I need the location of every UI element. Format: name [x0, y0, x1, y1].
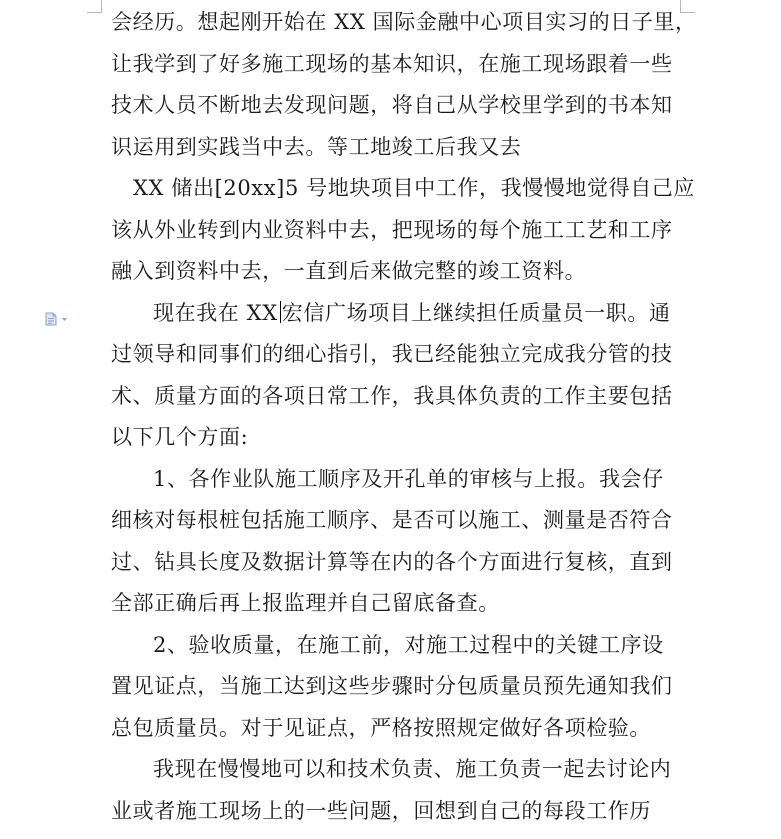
text-line: 融入到资料中去，一直到后来做完整的竣工资料。 [111, 259, 587, 283]
text-line: 业或者施工现场上的一些问题，回想到自己的每段工作历 [111, 798, 651, 823]
paragraph [111, 459, 671, 625]
document-paragraph-icon[interactable] [44, 311, 70, 325]
text-line: 让我学到了好多施工现场的基本知识，在施工现场跟着一些 [111, 51, 673, 76]
paragraph [111, 2, 697, 168]
margin-corner-mark [87, 0, 102, 13]
paragraph [111, 749, 671, 832]
document-body[interactable] [111, 2, 697, 832]
text-line: 我现在慢慢地可以和技术负责、施工负责一起去讨论内 [153, 757, 672, 781]
text-line: 过、钻具长度及数据计算等在内的各个方面进行复核，直到 [111, 549, 673, 574]
text-line: 技术人员不断地去发现问题，将自己从学校里学到的书本知 [111, 93, 673, 117]
text-line: 置见证点，当施工达到这些步骤时分包质量员预先通知我们 [111, 674, 673, 698]
text-line: 总包质量员。对于见证点，严格按照规定做好各项检验。 [111, 715, 651, 740]
text-line: XX 储出[20xx]5 号地块项目中工作，我慢慢地觉得自己应 [133, 176, 696, 200]
paragraph [111, 625, 671, 750]
text-line: 1、各作业队施工顺序及开孔单的审核与上报。我会仔 [153, 466, 664, 491]
paragraph [111, 168, 696, 293]
text-line: 识运用到实践当中去。等工地竣工后我又去 [111, 134, 522, 159]
text-line: 会经历。想起刚开始在 XX 国际金融中心项目实习的日子里， [111, 10, 697, 34]
text-line [111, 293, 671, 335]
text-line: 以下几个方面: [111, 425, 249, 449]
text-segment: 宏信广场项目上继续担任质量员一职。通 [281, 300, 671, 325]
page-icon [44, 312, 70, 326]
text-cursor [280, 301, 281, 323]
text-segment: 现在我在 XX [153, 300, 278, 325]
text-line: 术、质量方面的各项日常工作，我具体负责的工作主要包括 [111, 383, 673, 408]
text-line: 细核对每根桩包括施工顺序、是否可以施工、测量是否符合 [111, 508, 673, 532]
paragraph [111, 293, 671, 459]
text-line: 全部正确后再上报监理并自己留底备查。 [111, 591, 500, 615]
chevron-down-icon [62, 318, 67, 321]
text-line: 该从外业转到内业资料中去，把现场的每个施工工艺和工序 [111, 217, 673, 242]
text-line: 过领导和同事们的细心指引，我已经能独立完成我分管的技 [111, 342, 673, 366]
text-line: 2、验收质量，在施工前，对施工过程中的关键工序设 [153, 632, 664, 657]
